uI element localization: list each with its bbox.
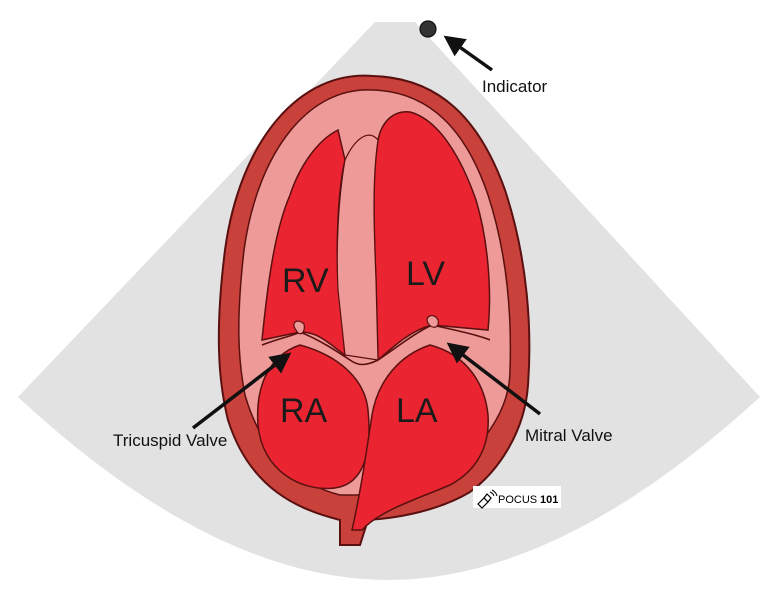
- mitral-label: Mitral Valve: [525, 426, 613, 445]
- logo-number: 101: [540, 494, 559, 506]
- label-rv: RV: [282, 262, 329, 300]
- tricuspid-label: Tricuspid Valve: [113, 431, 228, 450]
- indicator-label: Indicator: [482, 77, 548, 96]
- label-ra: RA: [280, 392, 328, 430]
- indicator-dot: [420, 21, 436, 37]
- label-la: LA: [396, 392, 438, 430]
- interventricular-septum: [337, 135, 378, 360]
- pocus-logo: [473, 486, 561, 508]
- logo-name: POCUS: [498, 494, 538, 506]
- label-lv: LV: [406, 255, 446, 293]
